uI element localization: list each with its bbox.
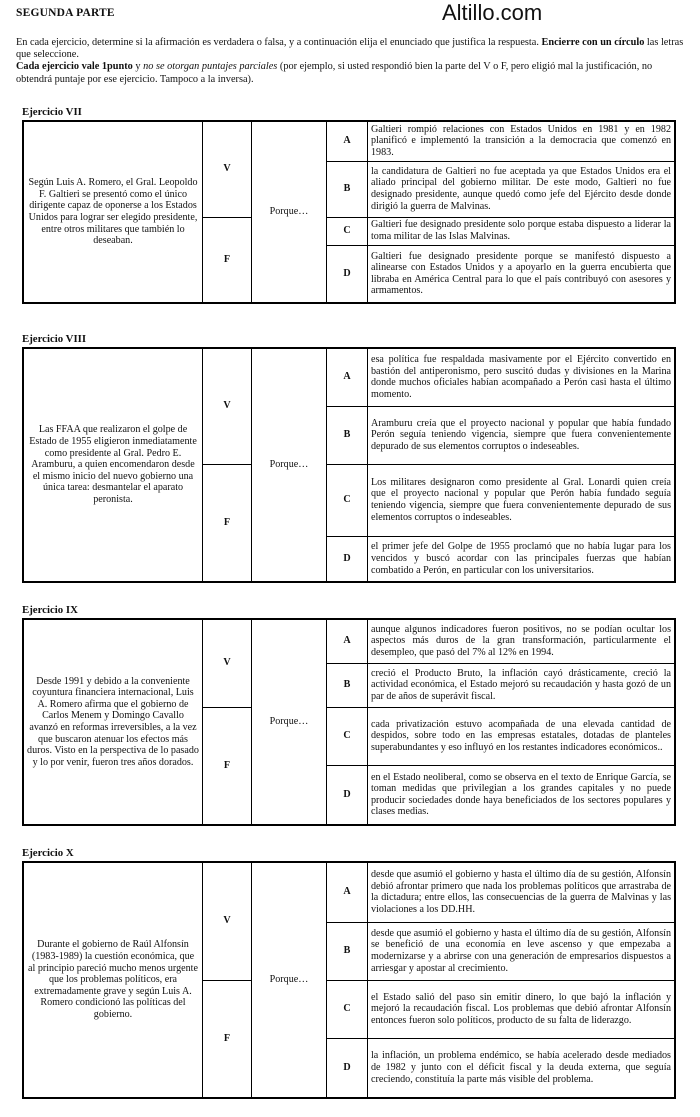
false-option[interactable]: F [203,464,252,582]
instructions-line-1 [16,37,688,61]
option-letter[interactable]: D [327,1038,368,1098]
exercise-statement: Desde 1991 y debido a la conveniente coyuntura financiera internacional, Luis A. Romero afirma que el gobierno de Carlos Menem y Domingo Cavallo avanzó en reformas irreversibles, a la vez que buscaron atenuar los efectos más duros. Visto en la perspectiva de lo pasado y lo por venir, fueron tres años dorados. [23,619,203,825]
option-letter[interactable]: A [327,121,368,161]
option-letter[interactable]: D [327,536,368,582]
true-option[interactable]: V [203,348,252,464]
exercise-statement: Las FFAA que realizaron el golpe de Estado de 1955 eligieron inmediatamente como presidente al Gral. Pedro E. Aramburu, a quien encomendaron desde el mismo inicio del nuevo gobierno una única tarea: desmantelar el aparato peronista. [23,348,203,582]
porque-label: Porque… [252,862,327,1098]
exercise-table-9 [22,618,676,826]
exercise-table-7 [22,120,676,304]
instructions-italic: no se otorgan puntajes parciales [143,61,278,73]
option-text: desde que asumió el gobierno y hasta el último día de su gestión, Alfonsín debió afrontar primero que nada los problemas políticos que arrastraba de la dictadura; entre ellos, las consecuencias de la guerra de Malvinas y las violaciones a los DD.HH. [368,862,676,922]
option-text: el primer jefe del Golpe de 1955 proclamó que no había lugar para los vencidos y buscó acordar con las principales fuerzas que habían combatido a Perón, en particular con los universitarios. [368,536,676,582]
option-letter[interactable]: B [327,406,368,464]
porque-label: Porque… [252,619,327,825]
option-letter[interactable]: C [327,980,368,1038]
true-option[interactable]: V [203,121,252,217]
instructions-emphasis: Encierre con un círculo [541,37,645,48]
option-letter[interactable]: C [327,707,368,765]
option-text: creció el Producto Bruto, la inflación cayó drásticamente, creció la actividad económica, el Estado mejoró su recaudación y hasta gozó de un par de años de superávit fiscal. [368,663,676,707]
exercise-table-8 [22,347,676,583]
option-text: el Estado salió del paso sin emitir dinero, lo que bajó la inflación y mejoró la recaudación fiscal. Los problemas que debió afrontar Alfonsín entonces fueron solo políticos, producto de su falta de liderazgo. [368,980,676,1038]
option-text: desde que asumió el gobierno y hasta el último día de su gestión, Alfonsín se benefició de una economía en leve ascenso y que empezaba a modernizarse y a abrirse con una generación de empresarios dispuestos a arriesgar y apostar al crecimiento. [368,922,676,980]
porque-label: Porque… [252,121,327,303]
option-letter[interactable]: A [327,862,368,922]
option-letter[interactable]: A [327,348,368,406]
option-letter[interactable]: B [327,161,368,217]
option-text: Galtieri fue designado presidente porque se manifestó dispuesto a alinearse con Estados Unidos y a apoyarlo en la guerra encubierta que libraba en América Central para lo que el país contribuyó con asesores y armamentos. [368,245,676,303]
option-text: Los militares designaron como presidente al Gral. Lonardi quien creía que el proyecto nacional y popular que Perón había fundado seguía teniendo vigencia, siempre que fuera convenientemente depurado de sus elementos corruptos o indeseables. [368,464,676,536]
exercise-title-8: Ejercicio VIII [22,333,87,345]
exercise-title-7: Ejercicio VII [22,106,82,118]
exercise-title-9: Ejercicio IX [22,604,78,616]
instructions-text: las letras que seleccione. [16,37,684,61]
instructions-line-2 [16,61,688,85]
option-text: Aramburu creía que el proyecto nacional y popular que había fundado Perón seguía teniendo vigencia, siempre que fuera convenientemente depurado de sus elementos corruptos o indeseables. [368,406,676,464]
false-option[interactable]: F [203,707,252,825]
false-option[interactable]: F [203,980,252,1098]
section-title: SEGUNDA PARTE [16,7,115,19]
option-text: la candidatura de Galtieri no fue aceptada ya que Estados Unidos era el aliado principal del gobierno militar. De este modo, Galtieri no fue designado presidente, aunque quedó como jefe del Ejército desde donde dirigió la guerra de Malvinas. [368,161,676,217]
true-option[interactable]: V [203,862,252,980]
option-text: Galtieri rompió relaciones con Estados Unidos en 1981 y en 1982 planificó e implementó la transición a la democracia que comenzó en 1983. [368,121,676,161]
option-text: Galtieri fue designado presidente solo porque estaba dispuesto a liderar la toma militar de las Islas Malvinas. [368,217,676,245]
instructions-text: En cada ejercicio, determine si la afirmación es verdadera o falsa, y a continuación elija el enunciado que justifica la respuesta. [16,37,542,48]
option-text: en el Estado neoliberal, como se observa en el texto de Enrique García, se toman medidas que privilegian a los grandes capitales y no puede producir sociedades donde haya beneficiados de los sectores populares y clases medias. [368,765,676,825]
option-letter[interactable]: D [327,765,368,825]
exercise-statement: Durante el gobierno de Raúl Alfonsín (1983-1989) la cuestión económica, que al principio pareció mucho menos urgente que los problemas políticos, era extremadamente grave y según Luis A. Romero condicionó las políticas del gobierno. [23,862,203,1098]
exercise-title-10: Ejercicio X [22,847,74,859]
false-option[interactable]: F [203,217,252,303]
option-letter[interactable]: D [327,245,368,303]
instructions-emphasis: Cada ejercicio vale 1punto [16,61,133,73]
option-text: aunque algunos indicadores fueron positivos, no se podían ocultar los aspectos más duros de la gran transformación, particularmente el desempleo, que pasó del 7% al 12% en 1994. [368,619,676,663]
option-letter[interactable]: B [327,922,368,980]
instructions-text: y [132,61,144,73]
option-letter[interactable]: C [327,217,368,245]
option-letter[interactable]: B [327,663,368,707]
porque-label: Porque… [252,348,327,582]
option-letter[interactable]: A [327,619,368,663]
option-letter[interactable]: C [327,464,368,536]
instructions-text: (por ejemplo, si usted respondió bien la parte del V o F, pero eligió mal la justificación, no obtendrá puntaje por ese ejercicio. Tampoco a la inversa). [16,61,653,85]
option-text: esa política fue respaldada masivamente por el Ejército convertido en bastión del antiperonismo, pero suscitó dudas y divisiones en la Marina donde muchos oficiales habían acompañado a Perón casi hasta el último momento. [368,348,676,406]
watermark: Altillo.com [442,0,543,25]
instructions [16,37,688,86]
option-text: cada privatización estuvo acompañada de una elevada cantidad de despidos, sobre todo en las empresas estatales, dotadas de planteles superabundantes y eso influyó en los restantes indicadores económicos.. [368,707,676,765]
option-text: la inflación, un problema endémico, se había acelerado desde mediados de 1982 y junto con el déficit fiscal y la deuda externa, que seguía creciendo, constituía la parte más visible del problema. [368,1038,676,1098]
exercise-table-10 [22,861,676,1099]
exercise-statement: Según Luis A. Romero, el Gral. Leopoldo F. Galtieri se presentó como el único dirigente capaz de oponerse a los Estados Unidos para lograr ser elegido presidente, entre otros militares que también lo deseaban. [23,121,203,303]
true-option[interactable]: V [203,619,252,707]
